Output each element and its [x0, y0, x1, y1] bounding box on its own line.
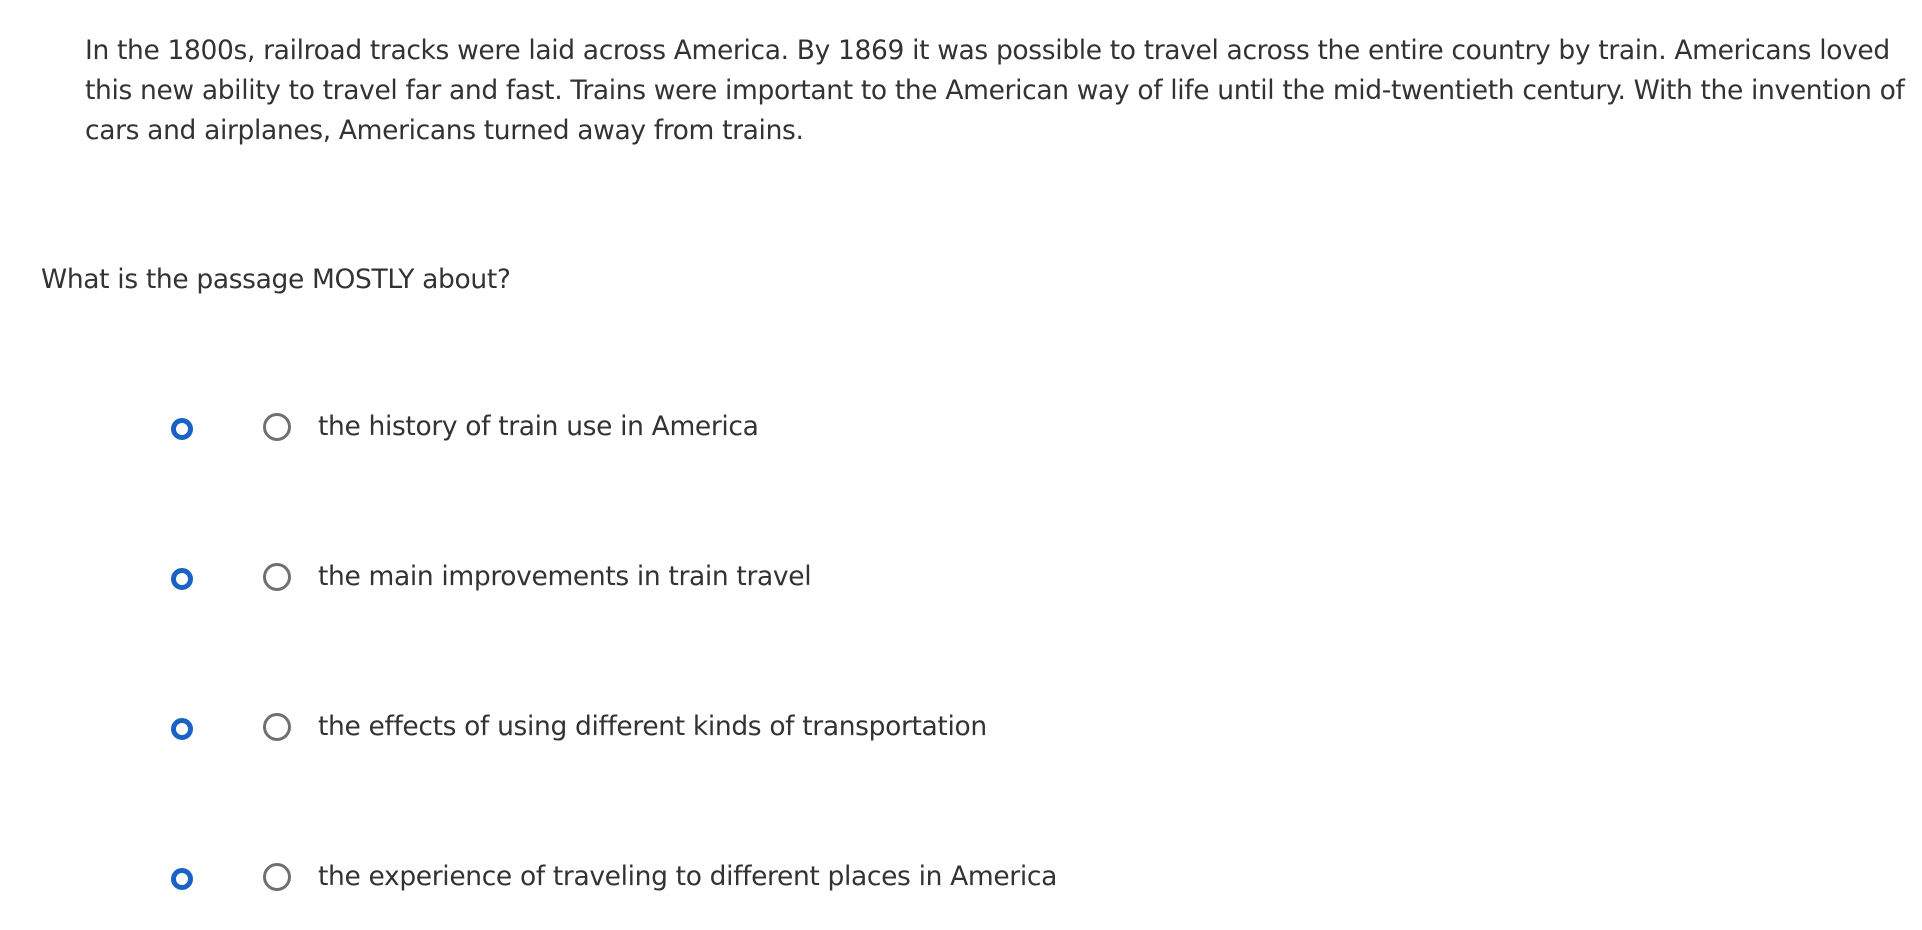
focus-indicator-icon	[171, 868, 193, 890]
answer-option-label[interactable]: the effects of using different kinds of transportation	[318, 711, 987, 742]
focus-indicator-icon	[171, 418, 193, 440]
answer-option-label[interactable]: the history of train use in America	[318, 411, 759, 442]
answer-option-d[interactable]	[0, 849, 1922, 909]
focus-indicator-icon	[171, 568, 193, 590]
focus-indicator-icon	[171, 718, 193, 740]
radio-button-c[interactable]	[263, 713, 291, 741]
question-prompt: What is the passage MOSTLY about?	[41, 264, 511, 295]
answer-option-b[interactable]	[0, 549, 1922, 609]
reading-passage: In the 1800s, railroad tracks were laid across America. By 1869 it was possible to travel across the entire country by train. Americans loved this new ability to travel far and fast. Trains were important to the American way of life until the mid-twentieth century. With the invention of cars and airplanes, Americans turned away from trains.	[85, 35, 1905, 146]
radio-button-b[interactable]	[263, 563, 291, 591]
radio-button-a[interactable]	[263, 413, 291, 441]
answer-option-label[interactable]: the main improvements in train travel	[318, 561, 812, 592]
answer-option-a[interactable]	[0, 399, 1922, 459]
answer-option-c[interactable]	[0, 699, 1922, 759]
answer-option-label[interactable]: the experience of traveling to different places in America	[318, 861, 1057, 892]
radio-button-d[interactable]	[263, 863, 291, 891]
